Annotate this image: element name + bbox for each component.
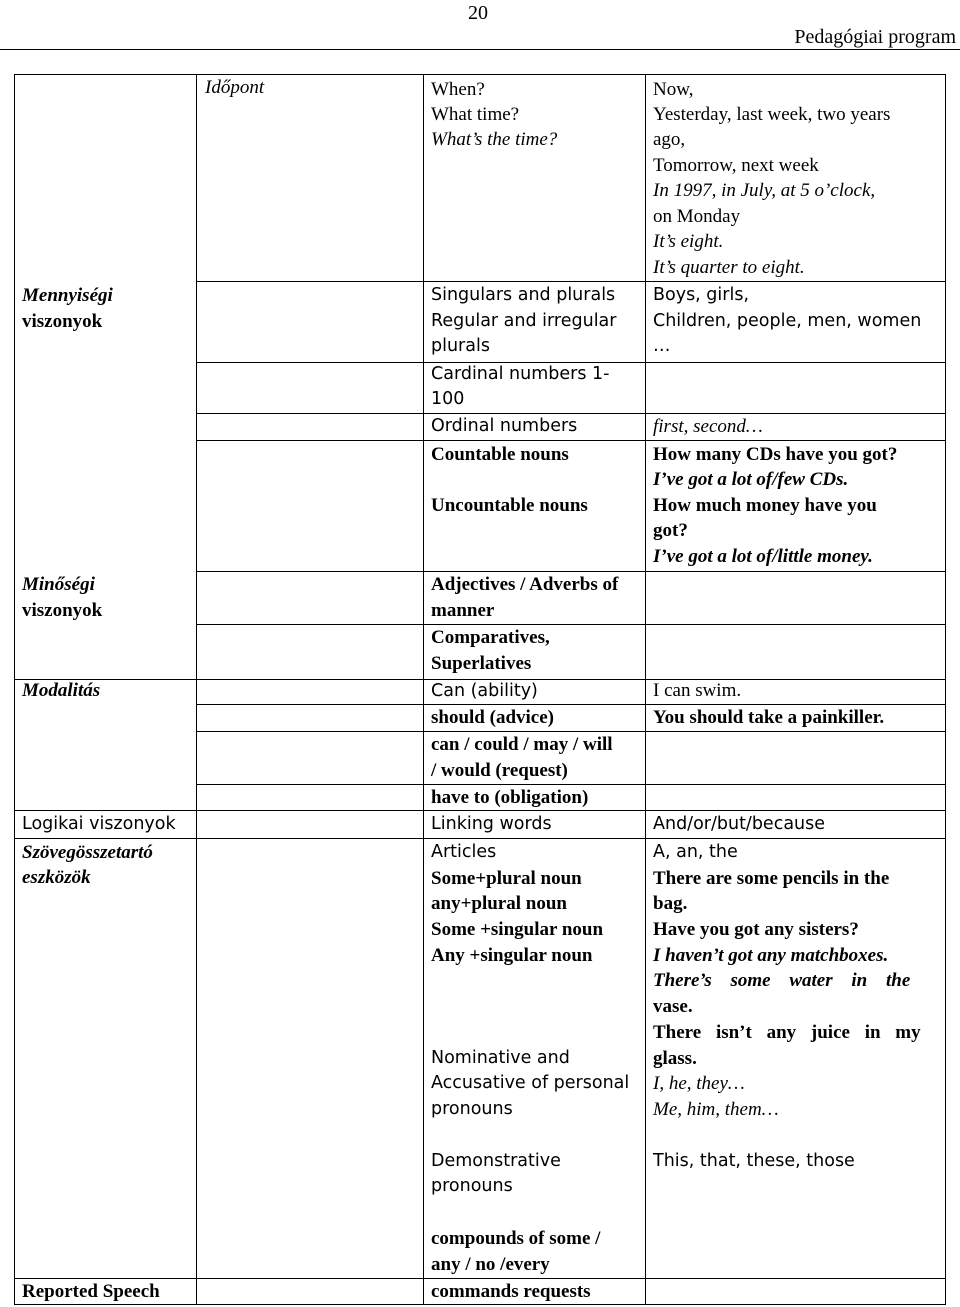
uncountable-nouns: Uncountable nouns: [431, 495, 588, 516]
some-example-4: I haven’t got any matchboxes.: [653, 945, 889, 966]
category-minosegi-1: Minőségi: [22, 574, 95, 595]
category-logikai: Logikai viszonyok: [22, 814, 176, 834]
idopont-example-7: It’s eight.: [653, 231, 724, 252]
some-example-8: glass.: [653, 1048, 697, 1069]
category-szoveg-2: eszközök: [22, 867, 91, 888]
some-item-3: Some +singular noun: [431, 919, 604, 940]
pronouns-line-1: Nominative and: [431, 1048, 570, 1068]
category-szoveg-1: Szövegösszetartó: [22, 842, 153, 863]
should-example: You should take a painkiller.: [653, 707, 885, 728]
demonstrative-line-1: Demonstrative: [431, 1151, 561, 1171]
header-rule: [0, 49, 960, 50]
category-idopont: Időpont: [205, 77, 265, 98]
comparatives-line-1: Comparatives,: [431, 627, 550, 648]
some-example-1: There are some pencils in the: [653, 868, 890, 889]
plurals-line-2: Regular and irregular: [431, 311, 617, 331]
plurals-line-3: plurals: [431, 336, 490, 356]
linking-example: And/or/but/because: [653, 814, 826, 834]
category-modalitas: Modalitás: [22, 680, 101, 701]
idopont-example-8: It’s quarter to eight.: [653, 257, 805, 278]
some-example-3: Have you got any sisters?: [653, 919, 859, 940]
count-example-3: How much money have you: [653, 495, 877, 516]
document-header: Pedagógiai program: [794, 26, 956, 48]
countable-nouns: Countable nouns: [431, 444, 569, 465]
compounds-line-1: compounds of some /: [431, 1228, 601, 1249]
category-minosegi-2: viszonyok: [22, 600, 103, 621]
some-example-2: bag.: [653, 893, 688, 914]
count-example-4: got?: [653, 520, 688, 541]
some-example-5: There’s some water in the: [653, 970, 911, 991]
cardinal-line-1: Cardinal numbers 1-: [431, 364, 610, 384]
can-example: I can swim.: [653, 680, 742, 701]
plurals-example-2: Children, people, men, women: [653, 311, 922, 331]
count-example-1: How many CDs have you got?: [653, 444, 898, 465]
page-number: 20: [468, 2, 488, 24]
idopont-question-2: What time?: [431, 104, 520, 125]
pronouns-example-2: Me, him, them…: [653, 1099, 779, 1120]
comparatives-line-2: Superlatives: [431, 653, 532, 674]
articles: Articles: [431, 842, 497, 862]
pronouns-line-2: Accusative of personal: [431, 1073, 630, 1093]
should-advice: should (advice): [431, 707, 554, 728]
idopont-question-1: When?: [431, 79, 485, 100]
some-item-4: Any +singular noun: [431, 945, 593, 966]
some-item-2: any+plural noun: [431, 893, 567, 914]
plurals-example-3: …: [653, 336, 671, 356]
commands-requests: commands requests: [431, 1281, 591, 1302]
some-example-6: vase.: [653, 996, 693, 1017]
category-reported-speech: Reported Speech: [22, 1281, 160, 1302]
plurals-example-1: Boys, girls,: [653, 285, 750, 305]
obligation: have to (obligation): [431, 787, 589, 808]
pronouns-example-1: I, he, they…: [653, 1073, 745, 1094]
demonstrative-line-2: pronouns: [431, 1176, 513, 1196]
cardinal-line-2: 100: [431, 389, 465, 409]
category-mennyisegi-2: viszonyok: [22, 311, 103, 332]
ordinal-numbers: Ordinal numbers: [431, 416, 578, 436]
idopont-example-5: In 1997, in July, at 5 o’clock,: [653, 180, 876, 201]
idopont-example-2: Yesterday, last week, two years: [653, 104, 891, 125]
category-mennyisegi-1: Mennyiségi: [22, 285, 113, 306]
compounds-line-2: any / no /every: [431, 1254, 550, 1275]
linking-words: Linking words: [431, 814, 552, 834]
ordinal-example: first, second…: [653, 416, 763, 437]
demonstrative-example: This, that, these, those: [653, 1151, 855, 1171]
count-example-5: I’ve got a lot of/little money.: [653, 546, 873, 567]
idopont-example-4: Tomorrow, next week: [653, 155, 819, 176]
idopont-example-3: ago,: [653, 129, 686, 150]
idopont-example-6: on Monday: [653, 206, 741, 227]
adjectives-line-2: manner: [431, 600, 495, 621]
request-line-1: can / could / may / will: [431, 734, 613, 755]
count-example-2: I’ve got a lot of/few CDs.: [653, 469, 849, 490]
request-line-2: / would (request): [431, 760, 568, 781]
articles-example: A, an, the: [653, 842, 738, 862]
plurals-line-1: Singulars and plurals: [431, 285, 616, 305]
idopont-question-3: What’s the time?: [431, 129, 558, 150]
some-item-1: Some+plural noun: [431, 868, 582, 889]
some-example-7: There isn’t any juice in my: [653, 1022, 921, 1043]
pronouns-line-3: pronouns: [431, 1099, 513, 1119]
can-ability: Can (ability): [431, 681, 538, 701]
idopont-example-1: Now,: [653, 79, 694, 100]
adjectives-line-1: Adjectives / Adverbs of: [431, 574, 619, 595]
